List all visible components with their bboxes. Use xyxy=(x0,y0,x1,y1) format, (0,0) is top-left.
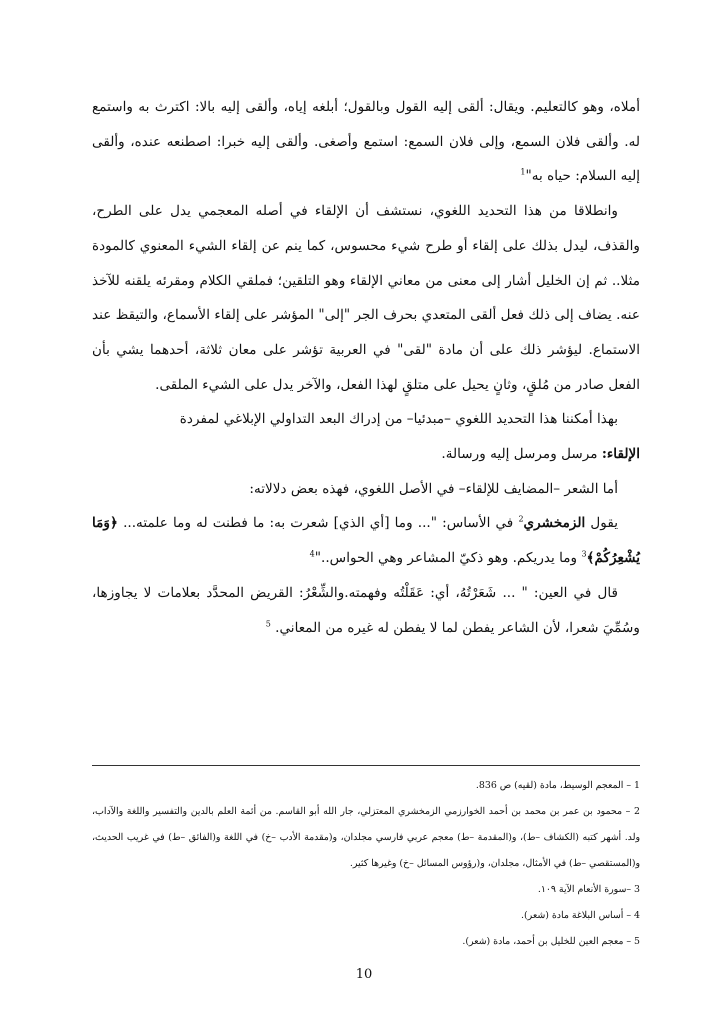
paragraph-4: الإلقاء: مرسل ومرسل إليه ورسالة. xyxy=(441,446,640,463)
footnote-ref[interactable]: 2 xyxy=(518,514,524,524)
footnote-ref[interactable]: 3 xyxy=(581,549,587,559)
footnote-ref[interactable]: 5 xyxy=(265,619,271,629)
paragraph-3: بهذا أمكننا هذا التحديد اللغوي –مبدئيا– من إدراك البعد التداولي الإبلاغي لمفردة xyxy=(179,411,618,428)
quran-verse: ﴿وَمَا يُشْعِرُكُمْ﴾ xyxy=(92,515,640,567)
term-ilqa: الإلقاء: xyxy=(601,446,640,463)
footnote-4: 4 – أساس البلاغة مادة (شعر). xyxy=(521,910,640,921)
footnotes xyxy=(92,773,640,955)
paragraph-1: أملاه، وهو كالتعليم. ويقال: ألقى إليه القول وبالقول؛ أبلغه إياه، وألقى إليه بالا: اكترث به واستمع له. وألقى فلان السمع، وإلى فلان السمع: استمع وأصغى. وألقى إليه خبرا: اصطنعه عنده، وألقى إليه السلام: حياه به"$^1$ xyxy=(92,99,640,185)
paragraph-2: وانطلاقا من هذا التحديد اللغوي، نستشف أن الإلقاء في أصله المعجمي يدل على الطرح، والقذف، ليدل بذلك على إلقاء أو طرح شيء محسوس، كما ينم عن إلقاء الشيء المعنوي كالمودة مثلا.. ثم إن الخليل أشار إلى معنى من معاني الإلقاء وهو التلقين؛ فملقي الكلام ومقرئه يلقنه للآخذ عنه. يضاف إلى ذلك فعل ألقى المتعدي بحرف الجر "إلى" المؤشر على إلقاء الأسماع، والتيقظ عند الاستماع. ليؤشر ذلك على أن مادة "لقى" في العربية تؤشر على معان ثلاثة، أحدهما يشي بأن الفعل صادر من مُلقٍ، وثانٍ يحيل على متلقٍ لهذا الفعل، والآخر يدل على الشيء الملقى. xyxy=(92,203,640,393)
body-text xyxy=(92,90,640,645)
paragraph-6: يقول الزمخشري$^2$ في الأساس: "... وما [أي الذي] شعرت به: ما فطنت له وما علمته... ﴿وَمَا يُشْعِرُكُمْ﴾$^3$ وما يدريكم. وهو ذكيّ المشاعر وهي الحواس.."$^4$ xyxy=(92,514,640,567)
page-number: 10 xyxy=(355,967,373,982)
footnote-3: 3 –سورة الأنعام الآية ١٠٩. xyxy=(537,884,640,895)
paragraph-7: قال في العين: " ... شَعَرْتُهُ، أي: عَقَلْتُه وفهمته.والشِّعْرُ: القريض المحدَّد بعلامات لا يجاوزها، وسُمِّيَ شعرا، لأن الشاعر يفطن لما لا يفطن له غيره من المعاني. $^5$ xyxy=(92,584,640,636)
footnote-1: 1 – المعجم الوسيط، مادة (لقيه) ص 836. xyxy=(475,780,640,791)
footnote-ref[interactable]: 4 xyxy=(309,549,315,559)
paragraph-5: أما الشعر –المضايف للإلقاء– في الأصل اللغوي، فهذه بعض دلالاته: xyxy=(249,480,618,497)
author-name: الزمخشري xyxy=(523,515,586,532)
footnote-ref[interactable]: 1 xyxy=(520,167,526,177)
footnote-divider xyxy=(92,765,640,766)
footnote-5: 5 – معجم العين للخليل بن أحمد، مادة (شعر). xyxy=(462,936,640,947)
footnote-2: 2 – محمود بن عمر بن محمد بن أحمد الخوارزمي الزمخشري المعتزلي، جار الله أبو القاسم. من أئمة العلم بالدين والتفسير واللغة والآداب، ولد. أشهر كتبه (الكشاف –ط)، و(المقدمة –ط) معجم عربي فارسي مجلدان، و(مقدمة الأدب –خ) في اللغة و(الفائق –ط) في غريب الحديث، و(المستقصي –ط) في الأمثال، مجلدان، و(رؤوس المسائل –خ) وغيرها كثير. xyxy=(92,806,640,869)
